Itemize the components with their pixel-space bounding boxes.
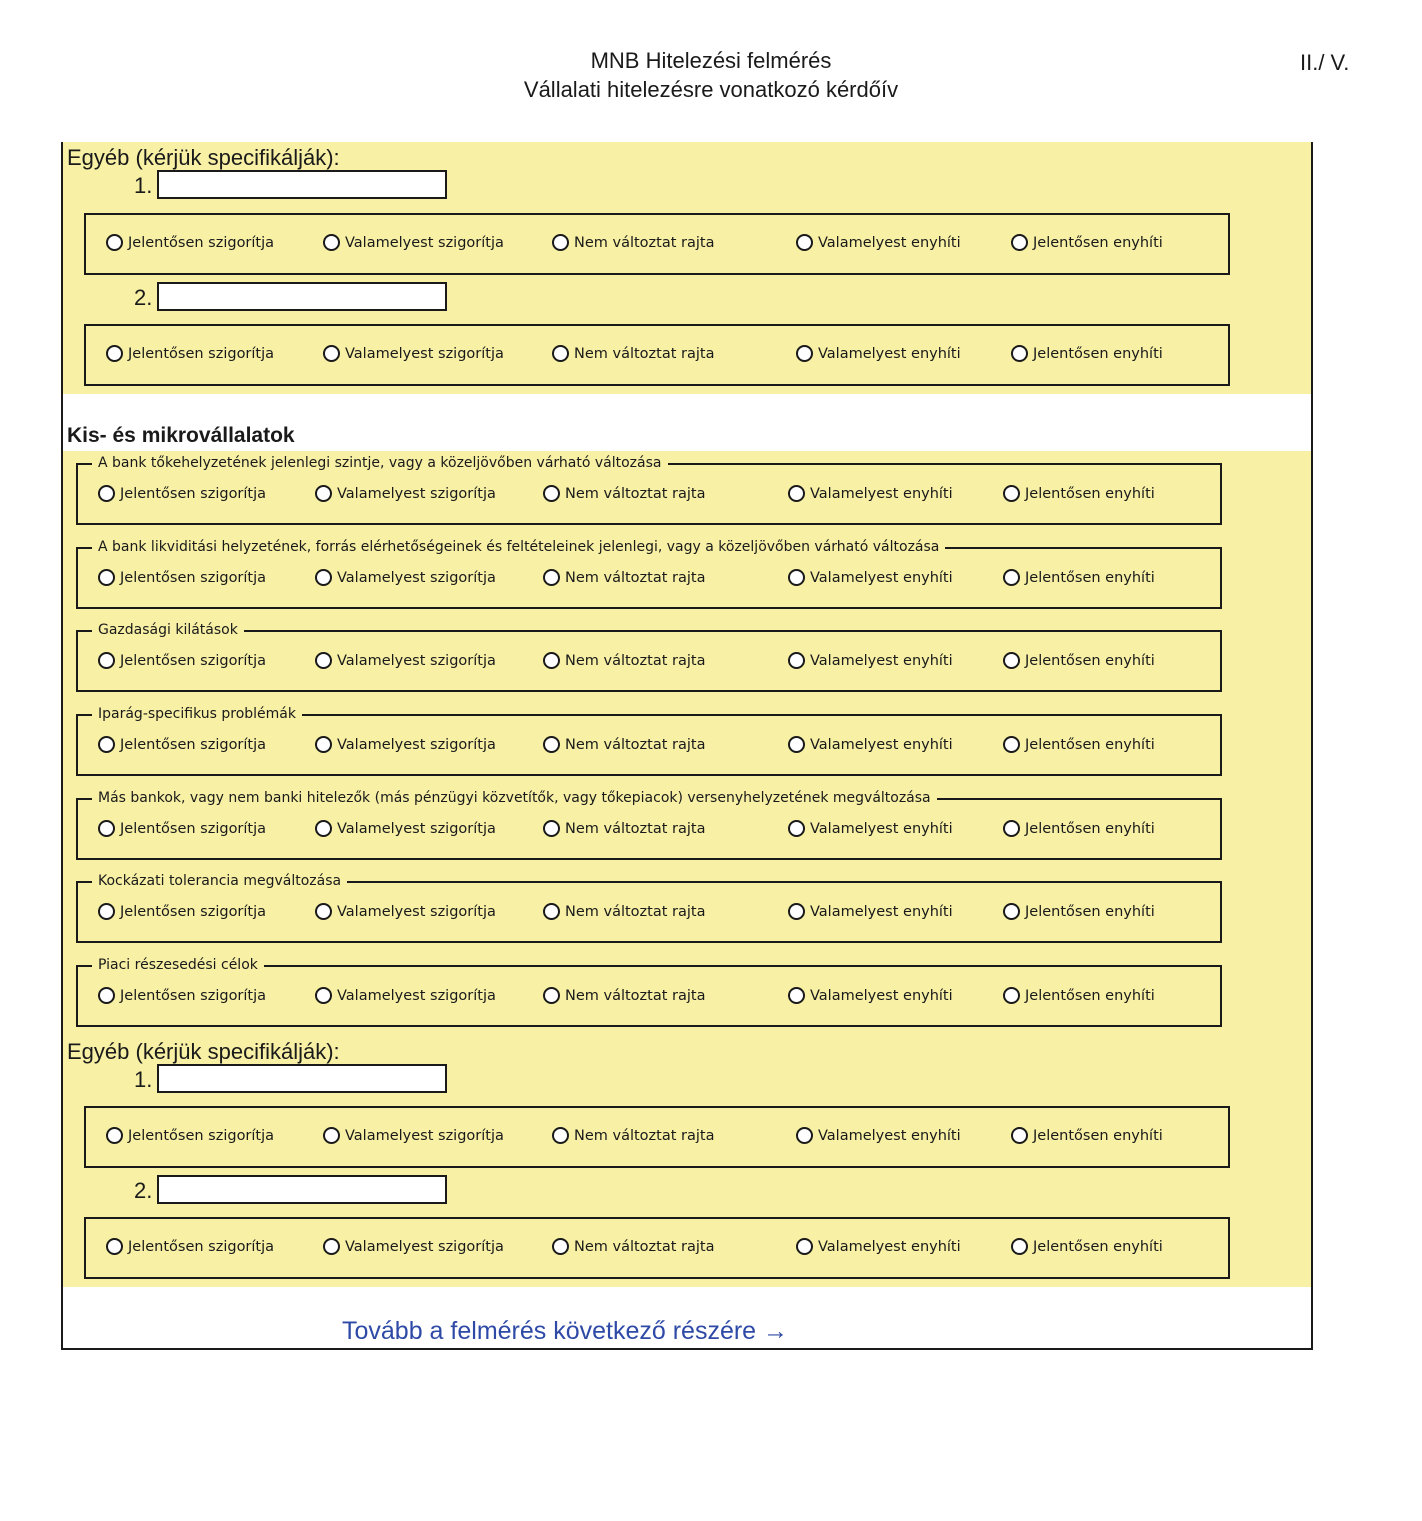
- factor-title: Más bankok, vagy nem banki hitelezők (más pénzügyi közvetítők, vagy tőkepiacok) versenyhelyzetének megváltozása: [92, 789, 937, 807]
- factor-capital-position: [76, 455, 1222, 525]
- other-item-1-input[interactable]: [157, 170, 447, 199]
- option-somewhat-tighten[interactable]: [315, 736, 496, 753]
- radio-label: Nem változtat rajta: [574, 1238, 715, 1255]
- radio-button[interactable]: [788, 569, 805, 586]
- radio-button[interactable]: [98, 652, 115, 669]
- option-somewhat-ease[interactable]: [788, 820, 953, 837]
- radio-button[interactable]: [1011, 234, 1028, 251]
- radio-button[interactable]: [1003, 652, 1020, 669]
- radio-label: Nem változtat rajta: [565, 820, 706, 837]
- radio-button[interactable]: [796, 1238, 813, 1255]
- option-somewhat-tighten[interactable]: [315, 820, 496, 837]
- radio-label: Jelentősen szigorítja: [120, 485, 267, 502]
- option-somewhat-tighten[interactable]: [323, 234, 504, 251]
- radio-button[interactable]: [98, 736, 115, 753]
- option-somewhat-ease[interactable]: [796, 345, 961, 362]
- option-significantly-ease[interactable]: [1003, 569, 1155, 586]
- option-somewhat-tighten[interactable]: [315, 569, 496, 586]
- radio-label: Jelentősen szigorítja: [128, 345, 275, 362]
- radio-button[interactable]: [788, 820, 805, 837]
- option-significantly-ease[interactable]: [1011, 345, 1163, 362]
- survey-title: MNB Hitelezési felmérés: [590, 48, 832, 73]
- radio-label: Jelentősen enyhíti: [1025, 987, 1155, 1004]
- radio-button[interactable]: [543, 987, 560, 1004]
- radio-label: Valamelyest enyhíti: [810, 569, 953, 586]
- radio-label: Valamelyest szigorítja: [337, 569, 496, 586]
- option-somewhat-ease[interactable]: [788, 903, 953, 920]
- option-somewhat-ease[interactable]: [796, 1238, 961, 1255]
- radio-button[interactable]: [315, 485, 332, 502]
- option-no-change[interactable]: [552, 234, 714, 251]
- radio-button[interactable]: [1011, 345, 1028, 362]
- radio-label: Jelentősen szigorítja: [120, 987, 267, 1004]
- option-significantly-tighten[interactable]: [98, 820, 266, 837]
- radio-button[interactable]: [315, 652, 332, 669]
- radio-button[interactable]: [552, 234, 569, 251]
- radio-button[interactable]: [543, 903, 560, 920]
- radio-button[interactable]: [106, 345, 123, 362]
- option-no-change[interactable]: [543, 903, 705, 920]
- other-item-1-number: 1.: [134, 1067, 153, 1092]
- option-no-change[interactable]: [552, 345, 714, 362]
- radio-button[interactable]: [1003, 820, 1020, 837]
- radio-button[interactable]: [788, 903, 805, 920]
- radio-label: Nem változtat rajta: [574, 345, 715, 362]
- radio-button[interactable]: [788, 736, 805, 753]
- radio-label: Nem változtat rajta: [565, 987, 706, 1004]
- radio-button[interactable]: [315, 736, 332, 753]
- radio-label: Valamelyest enyhíti: [818, 1238, 961, 1255]
- radio-label: Jelentősen enyhíti: [1025, 485, 1155, 502]
- radio-label: Jelentősen enyhíti: [1033, 234, 1163, 251]
- radio-label: Valamelyest enyhíti: [818, 1127, 961, 1144]
- radio-label: Jelentősen enyhíti: [1033, 1238, 1163, 1255]
- radio-button[interactable]: [796, 1127, 813, 1144]
- radio-label: Jelentősen enyhíti: [1025, 736, 1155, 753]
- radio-label: Valamelyest szigorítja: [345, 1127, 504, 1144]
- radio-label: Jelentősen szigorítja: [120, 903, 267, 920]
- factor-title: Kockázati tolerancia megváltozása: [92, 872, 347, 890]
- radio-label: Valamelyest szigorítja: [337, 485, 496, 502]
- radio-label: Valamelyest szigorítja: [337, 820, 496, 837]
- radio-label: Jelentősen szigorítja: [128, 1238, 275, 1255]
- option-somewhat-ease[interactable]: [796, 234, 961, 251]
- factor-title: A bank tőkehelyzetének jelenlegi szintje, vagy a közeljövőben várható változása: [92, 454, 668, 472]
- factor-industry-problems: [76, 706, 1222, 776]
- radio-label: Nem változtat rajta: [574, 234, 715, 251]
- option-significantly-ease[interactable]: [1003, 485, 1155, 502]
- option-significantly-ease[interactable]: [1003, 652, 1155, 669]
- radio-label: Valamelyest szigorítja: [345, 234, 504, 251]
- option-significantly-ease[interactable]: [1003, 903, 1155, 920]
- radio-label: Jelentősen enyhíti: [1025, 820, 1155, 837]
- radio-label: Valamelyest enyhíti: [810, 903, 953, 920]
- radio-label: Valamelyest enyhíti: [818, 345, 961, 362]
- option-significantly-tighten[interactable]: [98, 736, 266, 753]
- radio-label: Valamelyest szigorítja: [337, 987, 496, 1004]
- radio-label: Valamelyest enyhíti: [810, 485, 953, 502]
- radio-label: Jelentősen szigorítja: [120, 569, 267, 586]
- option-somewhat-tighten[interactable]: [315, 485, 496, 502]
- factor-title: A bank likviditási helyzetének, forrás elérhetőségeinek és feltételeinek jelenlegi, vagy a közeljövőben várható változása: [92, 538, 945, 556]
- radio-button[interactable]: [315, 903, 332, 920]
- radio-button[interactable]: [543, 569, 560, 586]
- option-somewhat-tighten[interactable]: [323, 345, 504, 362]
- radio-button[interactable]: [796, 345, 813, 362]
- radio-button[interactable]: [323, 1127, 340, 1144]
- factor-title: Piaci részesedési célok: [92, 956, 264, 974]
- radio-button[interactable]: [98, 903, 115, 920]
- option-somewhat-ease[interactable]: [796, 1127, 961, 1144]
- other-item-2-radio-group: [84, 324, 1230, 386]
- other-item-2-input[interactable]: [157, 1175, 447, 1204]
- option-significantly-tighten[interactable]: [98, 485, 266, 502]
- radio-label: Valamelyest enyhíti: [810, 987, 953, 1004]
- option-significantly-tighten[interactable]: [106, 234, 274, 251]
- factor-title: Gazdasági kilátások: [92, 621, 244, 639]
- radio-label: Jelentősen szigorítja: [120, 652, 267, 669]
- radio-label: Nem változtat rajta: [565, 652, 706, 669]
- radio-label: Valamelyest szigorítja: [345, 1238, 504, 1255]
- radio-label: Nem változtat rajta: [565, 736, 706, 753]
- radio-button[interactable]: [552, 1238, 569, 1255]
- radio-button[interactable]: [543, 652, 560, 669]
- radio-label: Jelentősen enyhíti: [1033, 345, 1163, 362]
- option-significantly-ease[interactable]: [1011, 1127, 1163, 1144]
- factor-risk-tolerance: [76, 873, 1222, 943]
- option-significantly-ease[interactable]: [1011, 1238, 1163, 1255]
- radio-button[interactable]: [106, 234, 123, 251]
- radio-button[interactable]: [788, 987, 805, 1004]
- radio-button[interactable]: [98, 485, 115, 502]
- radio-label: Nem változtat rajta: [565, 485, 706, 502]
- other-item-1-radio-group: [84, 213, 1230, 275]
- option-significantly-tighten[interactable]: [106, 1238, 274, 1255]
- radio-button[interactable]: [1011, 1127, 1028, 1144]
- section-heading: Kis- és mikrovállalatok: [67, 424, 295, 447]
- radio-button[interactable]: [552, 1127, 569, 1144]
- radio-button[interactable]: [552, 345, 569, 362]
- radio-button[interactable]: [1003, 485, 1020, 502]
- radio-label: Valamelyest szigorítja: [345, 345, 504, 362]
- factor-competition: [76, 790, 1222, 860]
- option-somewhat-tighten[interactable]: [323, 1238, 504, 1255]
- radio-label: Nem változtat rajta: [565, 569, 706, 586]
- radio-button[interactable]: [315, 569, 332, 586]
- other-item-2-radio-group: [84, 1217, 1230, 1279]
- option-no-change[interactable]: [543, 485, 705, 502]
- radio-button[interactable]: [1003, 736, 1020, 753]
- radio-label: Valamelyest enyhíti: [818, 234, 961, 251]
- option-somewhat-ease[interactable]: [788, 987, 953, 1004]
- option-significantly-ease[interactable]: [1003, 820, 1155, 837]
- other-item-1-radio-group: [84, 1106, 1230, 1168]
- option-significantly-ease[interactable]: [1003, 987, 1155, 1004]
- radio-button[interactable]: [1011, 1238, 1028, 1255]
- option-somewhat-tighten[interactable]: [315, 903, 496, 920]
- radio-label: Valamelyest enyhíti: [810, 652, 953, 669]
- factor-economic-outlook: [76, 622, 1222, 692]
- radio-button[interactable]: [543, 736, 560, 753]
- option-significantly-ease[interactable]: [1003, 736, 1155, 753]
- radio-button[interactable]: [323, 345, 340, 362]
- radio-button[interactable]: [788, 652, 805, 669]
- option-significantly-ease[interactable]: [1011, 234, 1163, 251]
- factor-title: Iparág-specifikus problémák: [92, 705, 302, 723]
- radio-button[interactable]: [98, 569, 115, 586]
- option-somewhat-ease[interactable]: [788, 485, 953, 502]
- option-no-change[interactable]: [543, 736, 705, 753]
- other-item-1-number: 1.: [134, 173, 153, 198]
- radio-button[interactable]: [323, 1238, 340, 1255]
- option-significantly-tighten[interactable]: [106, 345, 274, 362]
- radio-button[interactable]: [98, 987, 115, 1004]
- radio-button[interactable]: [323, 234, 340, 251]
- option-no-change[interactable]: [543, 652, 705, 669]
- radio-label: Valamelyest szigorítja: [337, 903, 496, 920]
- radio-button[interactable]: [788, 485, 805, 502]
- other-item-2-number: 2.: [134, 285, 153, 310]
- option-somewhat-ease[interactable]: [788, 652, 953, 669]
- radio-label: Jelentősen szigorítja: [120, 736, 267, 753]
- option-significantly-tighten[interactable]: [98, 652, 266, 669]
- radio-label: Jelentősen enyhíti: [1033, 1127, 1163, 1144]
- page-number: II./ V.: [1300, 50, 1350, 75]
- factor-liquidity-position: [76, 539, 1222, 609]
- option-somewhat-tighten[interactable]: [315, 652, 496, 669]
- radio-button[interactable]: [315, 987, 332, 1004]
- radio-label: Valamelyest enyhíti: [810, 820, 953, 837]
- option-no-change[interactable]: [552, 1238, 714, 1255]
- option-somewhat-ease[interactable]: [788, 569, 953, 586]
- radio-label: Nem változtat rajta: [574, 1127, 715, 1144]
- radio-label: Jelentősen szigorítja: [128, 234, 275, 251]
- option-significantly-tighten[interactable]: [98, 987, 266, 1004]
- factor-market-share: [76, 957, 1222, 1027]
- radio-button[interactable]: [796, 234, 813, 251]
- survey-subtitle: Vállalati hitelezésre vonatkozó kérdőív: [523, 77, 899, 102]
- radio-button[interactable]: [98, 820, 115, 837]
- other-item-2-number: 2.: [134, 1178, 153, 1203]
- radio-label: Valamelyest szigorítja: [337, 652, 496, 669]
- radio-label: Nem változtat rajta: [565, 903, 706, 920]
- other-item-1-input[interactable]: [157, 1064, 447, 1093]
- other-label: Egyéb (kérjük specifikálják):: [67, 1039, 340, 1064]
- radio-label: Jelentősen szigorítja: [128, 1127, 275, 1144]
- option-somewhat-tighten[interactable]: [315, 987, 496, 1004]
- radio-label: Valamelyest enyhíti: [810, 736, 953, 753]
- radio-button[interactable]: [106, 1238, 123, 1255]
- radio-button[interactable]: [1003, 987, 1020, 1004]
- option-significantly-tighten[interactable]: [98, 903, 266, 920]
- radio-label: Jelentősen enyhíti: [1025, 903, 1155, 920]
- option-no-change[interactable]: [543, 987, 705, 1004]
- radio-button[interactable]: [543, 820, 560, 837]
- other-label: Egyéb (kérjük specifikálják):: [67, 145, 340, 170]
- option-somewhat-tighten[interactable]: [323, 1127, 504, 1144]
- radio-button[interactable]: [543, 485, 560, 502]
- radio-button[interactable]: [1003, 569, 1020, 586]
- radio-button[interactable]: [315, 820, 332, 837]
- option-no-change[interactable]: [543, 820, 705, 837]
- radio-label: Jelentősen enyhíti: [1025, 652, 1155, 669]
- option-somewhat-ease[interactable]: [788, 736, 953, 753]
- option-significantly-tighten[interactable]: [98, 569, 266, 586]
- other-item-2-input[interactable]: [157, 282, 447, 311]
- radio-button[interactable]: [1003, 903, 1020, 920]
- option-no-change[interactable]: [552, 1127, 714, 1144]
- next-section-link[interactable]: Tovább a felmérés következő részére →: [342, 1317, 789, 1345]
- radio-button[interactable]: [106, 1127, 123, 1144]
- radio-label: Jelentősen enyhíti: [1025, 569, 1155, 586]
- radio-label: Jelentősen szigorítja: [120, 820, 267, 837]
- option-no-change[interactable]: [543, 569, 705, 586]
- radio-label: Valamelyest szigorítja: [337, 736, 496, 753]
- option-significantly-tighten[interactable]: [106, 1127, 274, 1144]
